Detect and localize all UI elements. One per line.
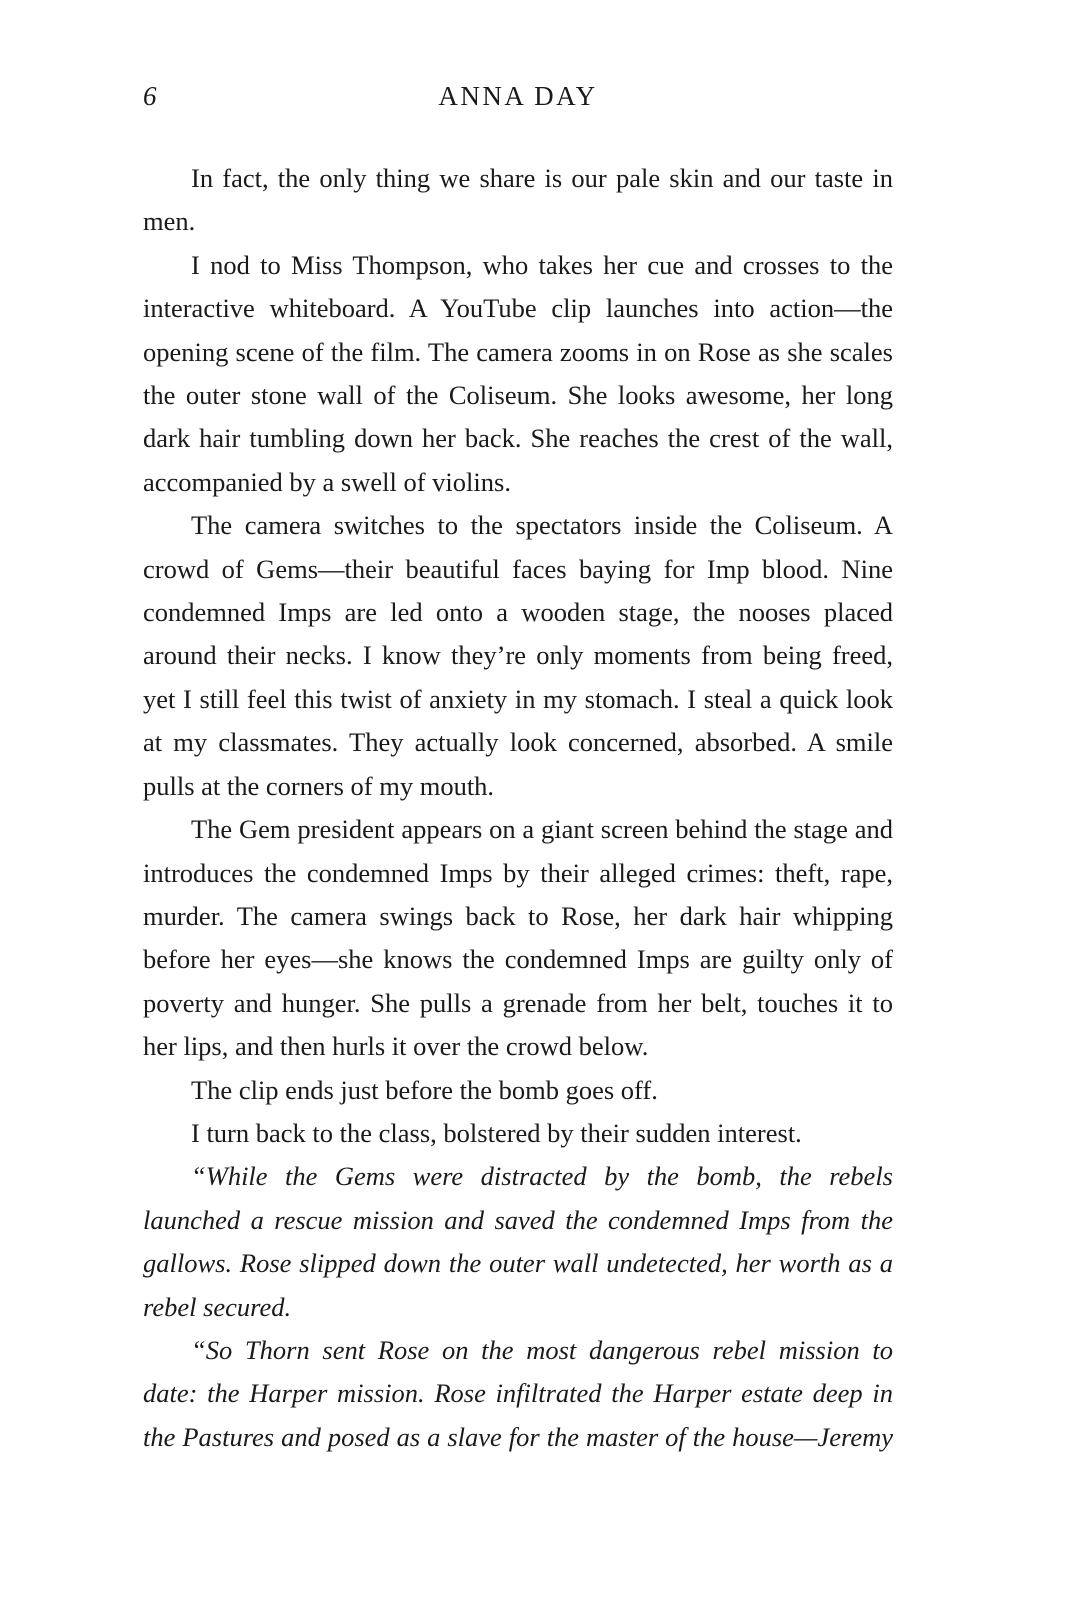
italic-paragraph: “So Thorn sent Rose on the most dangerous rebel mission to date: the Harper mission. Rose infiltrated the Harper estate deep in the Pastures and posed as a slave for the master of the house—Jeremy [143,1334,893,1452]
paragraph: I turn back to the class, bolstered by their sudden interest. [191,1117,802,1148]
paragraph: The camera switches to the spectators inside the Coliseum. A crowd of Gems—their beautiful faces baying for Imp blood. Nine condemned Imps are led onto a wooden stage, the nooses placed around their necks. I know they’re only moments from being freed, yet I still feel this twist of anxiety in my stomach. I steal a quick look at my classmates. They actually look concerned, absorbed. A smile pulls at the corners of my mouth. [143,510,893,801]
body-text [143,157,893,1459]
paragraph: The clip ends just before the bomb goes off. [191,1074,658,1105]
paragraph: I nod to Miss Thompson, who takes her cue and crosses to the interactive whiteboard. A YouTube clip launches into action—the opening scene of the film. The camera zooms in on Rose as she scales the outer stone wall of the Coliseum. She looks awesome, her long dark hair tumbling down her back. She reaches the crest of the wall, accompanied by a swell of violins. [143,249,893,497]
italic-paragraph: “While the Gems were distracted by the bomb, the rebels launched a rescue mission and saved the condemned Imps from the gallows. Rose slipped down the outer wall undetected, her worth as a rebel secured. [143,1161,893,1322]
page-number: 6 [143,81,157,111]
paragraph: In fact, the only thing we share is our pale skin and our taste in men. [143,163,893,237]
running-head-author: ANNA DAY [438,81,598,111]
running-header [143,78,893,114]
paragraph: The Gem president appears on a giant screen behind the stage and introduces the condemned Imps by their alleged crimes: theft, rape, murder. The camera swings back to Rose, her dark hair whipping before her eyes—she knows the condemned Imps are guilty only of poverty and hunger. She pulls a grenade from her belt, touches it to her lips, and then hurls it over the crowd below. [143,814,893,1062]
